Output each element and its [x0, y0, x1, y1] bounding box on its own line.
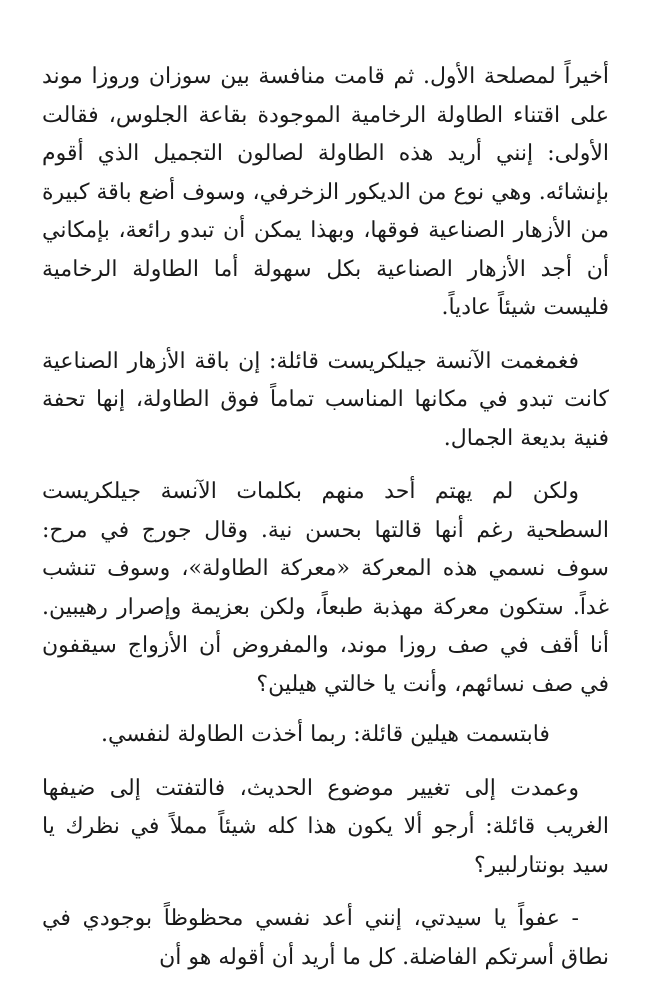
paragraph-4: فابتسمت هيلين قائلة: ربما أخذت الطاولة لنفسي.	[101, 722, 550, 747]
paragraph-2: فغمغمت الآنسة جيلكريست قائلة: إن باقة الأزهار الصناعية كانت تبدو في مكانها المناسب تماماً فوق الطاولة، إنها تحفة فنية بديعة الجمال.	[42, 348, 609, 451]
paragraph-3: ولكن لم يهتم أحد منهم بكلمات الآنسة جيلكريست السطحية رغم أنها قالتها بحسن نية. وقال جورج في مرح: سوف نسمي هذه المعركة «معركة الطاولة»، وسوف تنشب غداً. ستكون معركة مهذبة طبعاً، ولكن بعزيمة وإصرار رهيبين. أنا أقف في صف روزا موند، والمفروض أن الأزواج سيقفون في صف نسائهم، وأنت يا خالتي هيلين؟	[42, 479, 609, 697]
paragraph-5: وعمدت إلى تغيير موضوع الحديث، فالتفتت إلى ضيفها الغريب قائلة: أرجو ألا يكون هذا كله شيئاً مملاً في نظرك يا سيد بونتارلبير؟	[42, 775, 609, 878]
paragraph-1: أخيراً لمصلحة الأول. ثم قامت منافسة بين سوزان وروزا موند على اقتناء الطاولة الرخامية الموجودة بقاعة الجلوس، فقالت الأولى: إنني أريد هذه الطاولة لصالون التجميل الذي أقوم بإنشائه. وهي نوع من الديكور الزخرفي، وسوف أضع باقة كبيرة من الأزهار الصناعية فوقها، وبهذا يمكن أن تبدو رائعة، بإمكاني أن أجد الأزهار الصناعية بكل سهولة أما الطاولة الرخامية فليست شيئاً عادياً.	[42, 64, 609, 320]
paragraph-6: - عفواً يا سيدتي، إنني أعد نفسي محظوظاً بوجودي في نطاق أسرتكم الفاضلة. كل ما أريد أن أقوله هو أن	[42, 906, 609, 970]
